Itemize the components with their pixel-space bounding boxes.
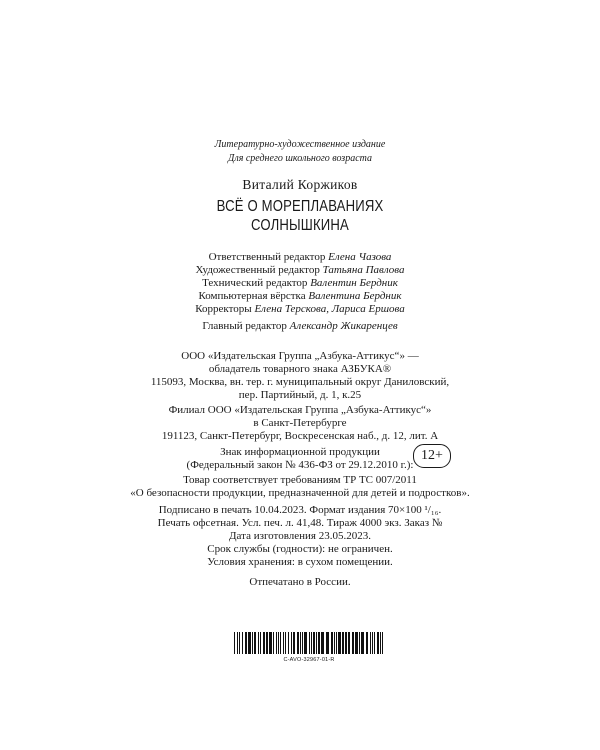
barcode-bar — [283, 632, 284, 654]
barcode-bar — [293, 632, 295, 654]
barcode-bar — [345, 632, 347, 654]
staff-name: Валентина Бердник — [308, 290, 402, 302]
info-sign-law: (Федеральный закон № 436-ФЗ от 29.12.2010 г.): — [186, 459, 414, 471]
audience-line: Для среднего школьного возраста — [228, 153, 372, 164]
printed-in-line: Отпечатано в России. — [249, 576, 351, 588]
barcode-bar — [234, 632, 235, 654]
barcode-bar — [338, 632, 341, 654]
print-signed-line: Подписано в печать 10.04.2023. Формат издания 70×100 ¹/₁₆. — [158, 504, 442, 516]
barcode-bar — [326, 632, 329, 654]
staff-line — [0, 264, 600, 277]
barcode-bar — [352, 632, 354, 654]
storage-line: Условия хранения: в сухом помещении. — [207, 556, 393, 568]
barcode-bar — [382, 632, 383, 654]
barcode-bar — [366, 632, 368, 654]
staff-role: Технический редактор — [202, 277, 308, 289]
barcode-bar — [311, 632, 312, 654]
barcode-bar — [342, 632, 344, 654]
barcode-bar — [359, 632, 360, 654]
staff-role: Ответственный редактор — [208, 251, 326, 263]
info-sign-line: Знак информационной продукции — [220, 446, 380, 458]
barcode-bar — [331, 632, 333, 654]
barcode-bar — [336, 632, 337, 654]
publisher-address: пер. Партийный, д. 1, к.25 — [238, 389, 362, 401]
compliance-line: Товар соответствует требованиям ТР ТС 007/2011 — [183, 474, 417, 486]
genre-line: Литературно-художественное издание — [214, 139, 386, 150]
print-run-line: Печать офсетная. Усл. печ. л. 41,48. Тираж 4000 экз. Заказ № — [157, 517, 443, 529]
staff-name: Валентин Бердник — [310, 277, 398, 289]
barcode-bar — [377, 632, 379, 654]
barcode-bar — [278, 632, 279, 654]
barcode-bar — [374, 632, 375, 654]
staff-line — [0, 277, 600, 290]
barcode-bar — [291, 632, 292, 654]
barcode-code: C-AVO-32967-01-R — [283, 657, 335, 663]
book-title-line1: ВСЁ О МОРЕПЛАВАНИЯХ — [216, 198, 384, 215]
staff-line — [0, 290, 600, 303]
staff-line — [0, 303, 600, 316]
branch-address: 191123, Санкт-Петербург, Воскресенская наб., д. 12, лит. А — [161, 430, 439, 442]
barcode-bar — [239, 632, 240, 654]
staff-line — [0, 251, 600, 264]
barcode-bar — [280, 632, 281, 654]
barcode-bar — [316, 632, 317, 654]
branch-line: в Санкт-Петербурге — [253, 417, 347, 429]
branch-line: Филиал ООО «Издательская Группа „Азбука-Аттикус“» — [168, 404, 432, 416]
barcode-bar — [321, 632, 324, 654]
barcode-image — [232, 632, 388, 656]
barcode-bar — [348, 632, 350, 654]
barcode-bar — [245, 632, 247, 654]
age-rating-badge: 12+ — [413, 444, 451, 468]
barcode-bar — [372, 632, 373, 654]
chief-editor-role: Главный редактор — [202, 320, 287, 332]
barcode-bar — [254, 632, 256, 654]
barcode-bar — [370, 632, 371, 654]
barcode-bar — [242, 632, 243, 654]
barcode-bar — [302, 632, 303, 654]
publisher-line: обладатель товарного знака АЗБУКА® — [208, 363, 392, 375]
barcode-bar — [313, 632, 315, 654]
barcode-bar — [297, 632, 299, 654]
manufacture-date-line: Дата изготовления 23.05.2023. — [229, 530, 371, 542]
barcode-bar — [263, 632, 265, 654]
barcode-bar — [248, 632, 251, 654]
barcode-bar — [355, 632, 358, 654]
barcode-bar — [276, 632, 277, 654]
barcode-bar — [273, 632, 274, 654]
barcode-bar — [334, 632, 335, 654]
barcode-bar — [260, 632, 261, 654]
chief-editor-line — [0, 320, 600, 333]
compliance-line: «О безопасности продукции, предназначенной для детей и подростков». — [130, 487, 470, 499]
shelf-life-line: Срок службы (годности): не ограничен. — [207, 543, 393, 555]
barcode-bar — [285, 632, 286, 654]
barcode-bar — [318, 632, 320, 654]
publisher-line: ООО «Издательская Группа „Азбука-Аттикус“» — — [181, 350, 419, 362]
book-author: Виталий Коржиков — [242, 177, 358, 192]
barcode-bar — [300, 632, 301, 654]
publisher-address: 115093, Москва, вн. тер. г. муниципальный округ Даниловский, — [150, 376, 450, 388]
barcode-bar — [304, 632, 307, 654]
barcode-bar — [269, 632, 272, 654]
staff-role: Корректоры — [195, 303, 252, 315]
staff-role: Компьютерная вёрстка — [198, 290, 306, 302]
barcode-bar — [361, 632, 364, 654]
staff-name: Татьяна Павлова — [322, 264, 405, 276]
barcode-bar — [288, 632, 289, 654]
barcode-bar — [380, 632, 381, 654]
barcode-bar — [258, 632, 259, 654]
staff-role: Художественный редактор — [195, 264, 320, 276]
barcode-bar — [252, 632, 253, 654]
barcode-bar — [237, 632, 238, 654]
book-title-line2: СОЛНЫШКИНА — [251, 217, 349, 234]
staff-name: Елена Терскова, Лариса Ершова — [254, 303, 405, 315]
barcode-bar — [309, 632, 310, 654]
staff-name: Елена Чазова — [328, 251, 392, 263]
chief-editor-name: Александр Жикаренцев — [289, 320, 398, 332]
barcode-bar — [266, 632, 268, 654]
